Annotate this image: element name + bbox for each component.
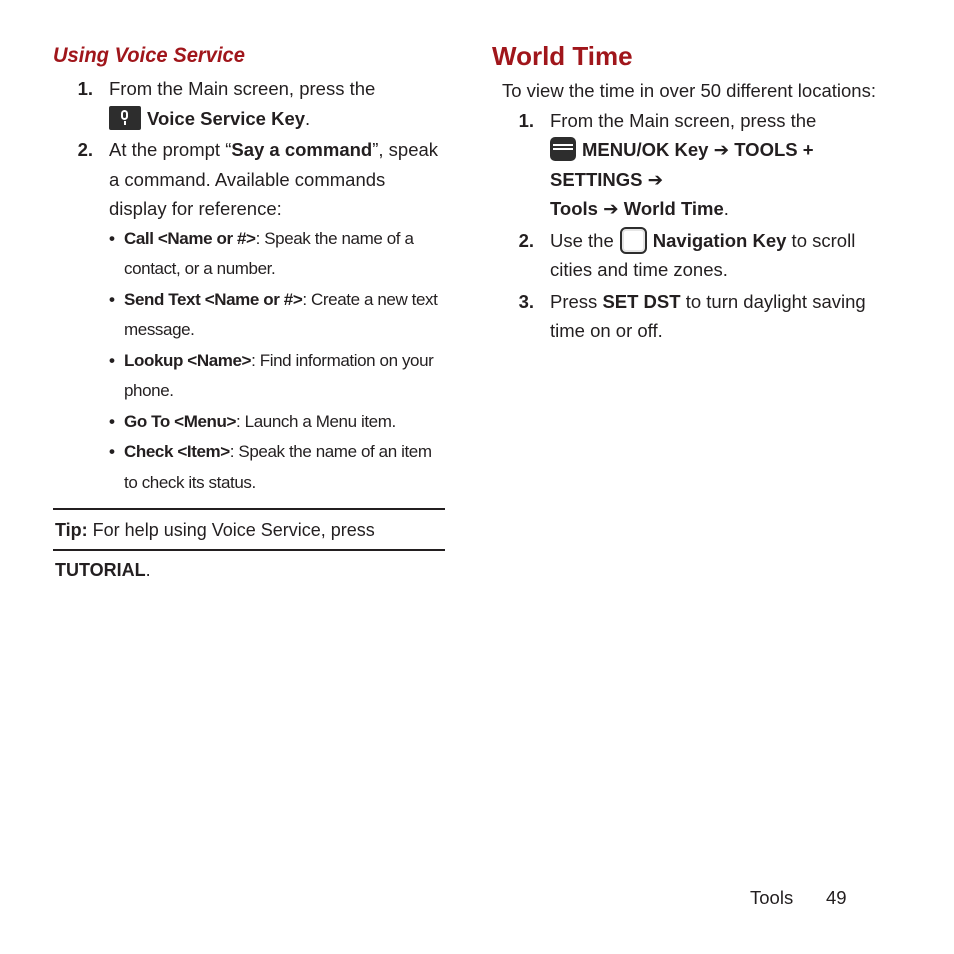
bullet: • (109, 350, 115, 370)
command-description: : Create a new text message. (124, 289, 438, 339)
bullet: • (109, 442, 115, 461)
command-list (109, 224, 445, 499)
step-text: From the Main screen, press the (550, 109, 817, 131)
punctuation: . (723, 198, 729, 219)
step-text (109, 135, 445, 224)
menu-path-part-1: MENU/OK Key ➔ TOOLS + SETTINGS ➔ (550, 139, 814, 190)
step-number: 3. (518, 290, 534, 312)
set-dst-label: SET DST (602, 290, 681, 312)
tutorial-key-label: TUTORIAL (55, 560, 146, 580)
bullet: • (109, 411, 115, 431)
step-number: 1. (77, 78, 93, 99)
step-text-post: to turn daylight saving time on or off. (550, 290, 866, 341)
bullet: • (109, 228, 115, 248)
tip-label: Tip: (55, 520, 88, 540)
list-item (109, 437, 445, 498)
step-3 (492, 287, 892, 346)
command-name: Check <Item> (124, 442, 230, 461)
tip-box (53, 508, 445, 580)
say-a-command-label: Say a command (231, 139, 373, 160)
voice-service-key-label: Voice Service Key (147, 107, 306, 129)
bullet: • (109, 289, 115, 309)
punctuation: . (145, 560, 151, 580)
right-column (492, 40, 892, 346)
tip-text: For help using Voice Service, press (87, 520, 375, 540)
step-number: 2. (518, 229, 534, 251)
menu-ok-key-icon (550, 137, 576, 161)
step-text-pre: At the prompt “ (109, 139, 232, 160)
navigation-key-label: Navigation Key (652, 229, 787, 251)
step-text: From the Main screen, press the (109, 78, 376, 99)
command-description: : Launch a Menu item. (236, 411, 396, 431)
command-description: : Speak the name of an item to check its status. (124, 442, 432, 492)
list-item (109, 407, 445, 438)
step-2 (53, 135, 445, 224)
command-name: Lookup <Name> (124, 350, 252, 370)
microphone-icon (109, 106, 141, 130)
step-text-post: to scroll cities and time zones. (550, 229, 856, 280)
step-2 (492, 226, 892, 285)
command-description: : Find information on your phone. (124, 350, 434, 400)
command-description: : Speak the name of a contact, or a number. (124, 228, 414, 278)
step-text (550, 226, 892, 285)
command-name: Call <Name or #> (124, 228, 256, 248)
navigation-key-icon (620, 227, 647, 254)
command-name: Go To <Menu> (124, 411, 237, 431)
list-item (109, 346, 445, 407)
step-number: 1. (518, 109, 534, 131)
intro-text: To view the time in over 50 different locations: (502, 80, 876, 101)
step-1 (53, 74, 445, 133)
left-column (53, 40, 445, 498)
step-text-pre: Use the (550, 229, 614, 251)
section-subheading: Using Voice Service (53, 44, 245, 67)
footer-section-name: Tools (750, 887, 794, 908)
list-item (109, 224, 445, 285)
list-item (109, 285, 445, 346)
menu-path-part-2: Tools ➔ World Time (550, 198, 724, 219)
section-heading: World Time (492, 41, 633, 71)
command-name: Send Text <Name or #> (124, 289, 303, 309)
step-number: 2. (77, 139, 93, 160)
page-number: 49 (826, 887, 847, 908)
step-text-post: ”, speak a command. Available commands display for reference: (109, 139, 439, 219)
step-1 (492, 106, 892, 224)
step-text (550, 287, 892, 346)
step-text-pre: Press (550, 290, 603, 312)
punctuation: . (305, 107, 311, 129)
